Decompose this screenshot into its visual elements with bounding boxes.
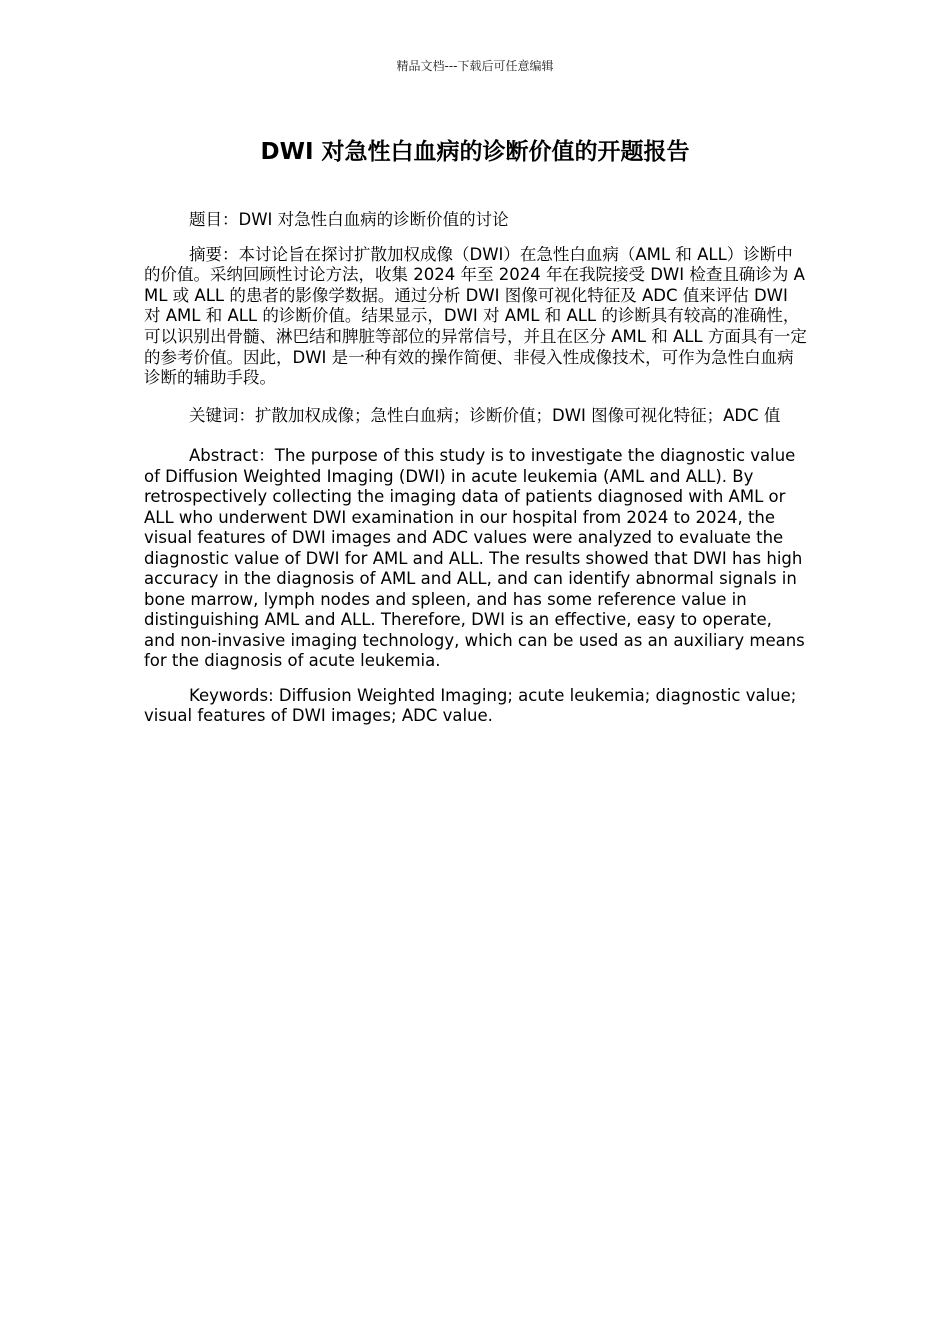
document-title: DWI 对急性白血病的诊断价值的开题报告 — [260, 139, 690, 165]
page-header: 精品文档---下载后可任意编辑 — [396, 59, 554, 73]
english-keywords-paragraph: Keywords: Diffusion Weighted Imaging; acute leukemia; diagnostic value; visual features of DWI images; ADC value. — [144, 685, 797, 726]
document-body — [144, 210, 808, 741]
english-abstract-paragraph: Abstract：The purpose of this study is to investigate the diagnostic value of Diffusion Weighted Imaging (DWI) in acute leukemia (AML and ALL). By retrospectively collecting the imaging data of patients diagnosed with AML or ALL who underwent DWI examination in our hospital from 2024 to 2024, the visual features of DWI images and ADC values were analyzed to evaluate the diagnostic value of DWI for AML and ALL. The results showed that DWI has high accuracy in the diagnosis of AML and ALL, and can identify abnormal signals in bone marrow, lymph nodes and spleen, and has some reference value in distinguishing AML and ALL. Therefore, DWI is an effective, easy to operate, and non-invasive imaging technology, which can be used as an auxiliary means for the diagnosis of acute leukemia. — [144, 446, 805, 671]
chinese-abstract-paragraph: 摘要：本讨论旨在探讨扩散加权成像（DWI）在急性白血病（AML 和 ALL）诊断中的价值。采纳回顾性讨论方法，收集 2024 年至 2024 年在我院接受 DWI 检查且确诊为 AML 或 ALL 的患者的影像学数据。通过分析 DWI 图像可视化特征及 ADC 值来评估 DWI 对 AML 和 ALL 的诊断价值。结果显示，DWI 对 AML 和 ALL 的诊断具有较高的准确性，可以识别出骨髓、淋巴结和脾脏等部位的异常信号，并且在区分 AML 和 ALL 方面具有一定的参考价值。因此，DWI 是一种有效的操作简便、非侵入性成像技术，可作为急性白血病诊断的辅助手段。 — [144, 244, 807, 388]
topic-paragraph: 题目：DWI 对急性白血病的诊断价值的讨论 — [189, 210, 509, 229]
chinese-keywords-paragraph: 关键词：扩散加权成像；急性白血病；诊断价值；DWI 图像可视化特征；ADC 值 — [189, 405, 781, 425]
